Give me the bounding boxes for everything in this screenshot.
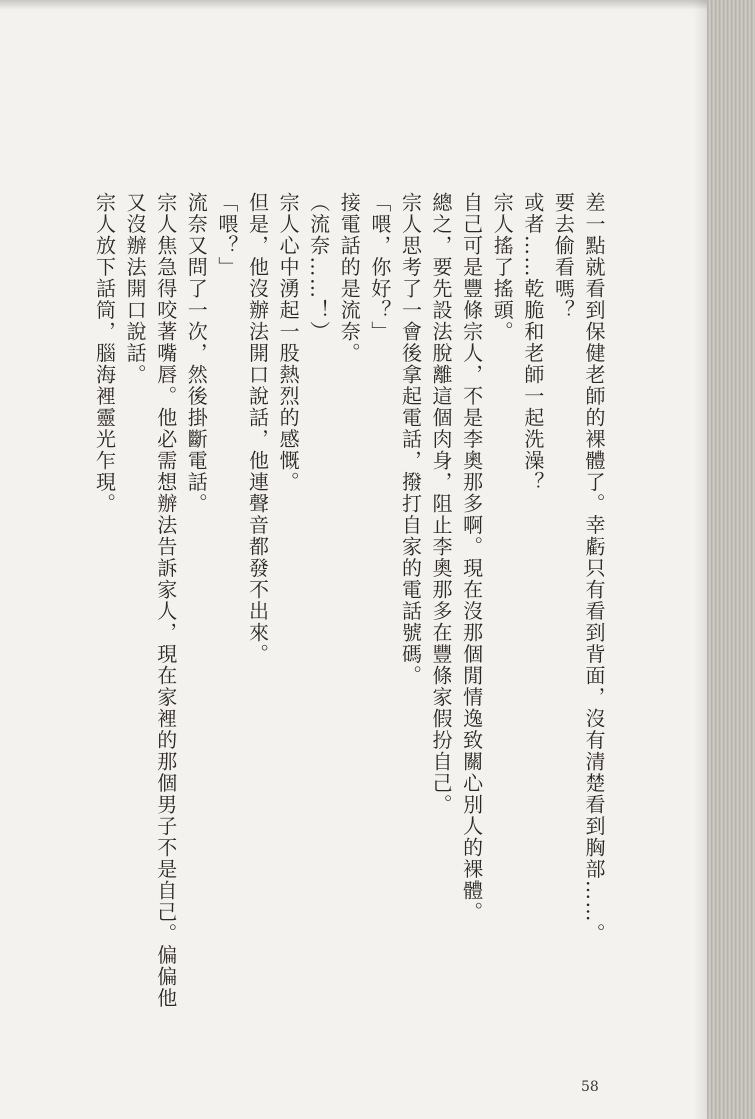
text-paragraph: 總之，要先設法脫離這個肉身，阻止李奧那多在豐條家假扮自己。 — [429, 192, 454, 816]
text-paragraph: 差一點就看到保健老師的裸體了。幸虧只有看到背面，沒有清楚看到胸部……。 — [582, 192, 606, 945]
text-paragraph: 宗人搖了搖頭。 — [490, 192, 515, 343]
text-paragraph: 宗人思考了一會後拿起電話，撥打自家的電話號碼。 — [398, 192, 423, 687]
text-paragraph: 宗人焦急得咬著嘴唇。他必需想辦法告訴家人，現在家裡的那個男子不是自己。偏偏他又沒辦法開口說話。 — [123, 192, 178, 1009]
vertical-text-block — [89, 192, 609, 1012]
text-paragraph: 自己可是豐條宗人，不是李奧那多啊。現在沒那個閒情逸致關心別人的裸體。 — [459, 192, 484, 923]
text-paragraph: （流奈……！） — [306, 192, 331, 343]
page-number: 58 — [581, 1079, 599, 1095]
text-paragraph: 但是，他沒辦法開口說話，他連聲音都發不出來。 — [245, 192, 270, 665]
text-paragraph: 「喂，你好？」 — [367, 192, 392, 343]
gutter-shadow — [693, 0, 707, 1119]
text-paragraph: 宗人放下話筒，腦海裡靈光乍現。 — [92, 192, 117, 515]
text-paragraph: 或者……乾脆和老師一起洗澡？ — [520, 192, 545, 493]
text-paragraph: 流奈又問了一次，然後掛斷電話。 — [184, 192, 209, 515]
text-paragraph: 宗人心中湧起一股熱烈的感慨。 — [276, 192, 301, 493]
text-paragraph: 接電話的是流奈。 — [337, 192, 362, 364]
top-shadow — [0, 0, 755, 10]
text-paragraph: 要去偷看嗎？ — [551, 192, 576, 321]
page-edge-stack — [707, 0, 755, 1119]
text-paragraph: 「喂？」 — [214, 192, 239, 278]
